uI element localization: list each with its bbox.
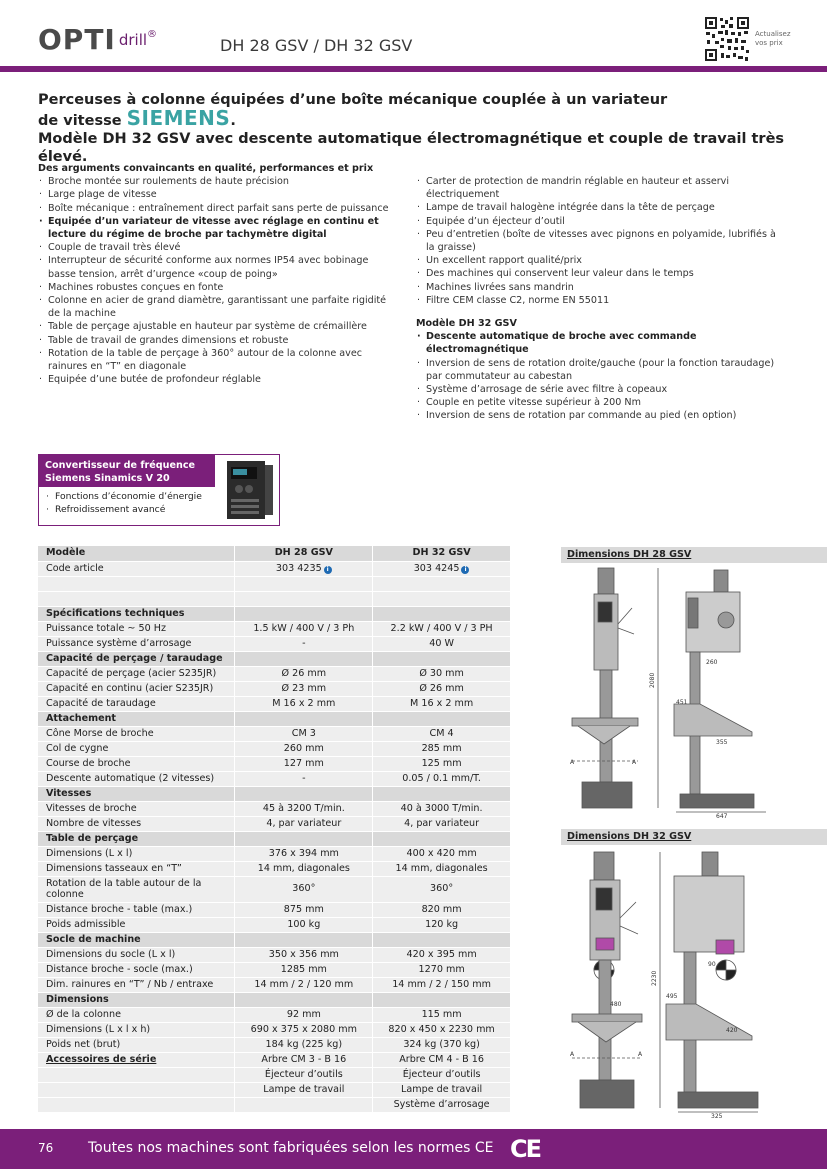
row-label: Col de cygne (38, 741, 235, 756)
row-label: Capacité de perçage (acier S235JR) (38, 666, 235, 681)
dh28-section-a-right: A (632, 759, 637, 766)
value-text: 125 mm (421, 757, 462, 769)
column-header-model: Modèle (38, 546, 235, 561)
value-dh28 (235, 561, 373, 576)
value-dh32 (373, 681, 511, 696)
headline-line2-prefix: de vitesse (38, 113, 122, 129)
feature-item: · Un excellent rapport qualité/prix (416, 254, 786, 267)
value-text: 4, par variateur (266, 817, 342, 829)
feature-item: · Equipée d’un variateur de vitesse avec réglage en continu et lecture du régime de broche par tachymètre digital (38, 215, 398, 241)
value-text: 45 à 3200 T/min. (262, 802, 345, 814)
feature-item: · Equipée d’une butée de profondeur réglable (38, 373, 398, 386)
feature-item: · Descente automatique de broche avec commande électromagnétique (416, 330, 786, 356)
table-row (38, 621, 511, 636)
opti-drill-logo (38, 24, 157, 54)
value-dh28 (235, 756, 373, 771)
table-row (38, 726, 511, 741)
qr-code-icon[interactable] (703, 15, 751, 63)
features-right (416, 175, 786, 423)
value-dh32 (373, 902, 511, 917)
table-row (38, 636, 511, 651)
dh32-dim5-label: 325 (711, 1113, 723, 1120)
value-text: 127 mm (283, 757, 324, 769)
info-icon[interactable]: i (461, 566, 469, 574)
value-text: 1270 mm (418, 963, 465, 975)
features-dh32-list (416, 330, 786, 422)
value-text: 14 mm, diagonales (395, 862, 488, 874)
dh28-throat-label: 260 (706, 659, 718, 666)
table-row (38, 977, 511, 992)
value-dh32 (373, 861, 511, 876)
value-text: Ø 30 mm (419, 667, 464, 679)
dh28-height-label: 2080 (649, 672, 656, 688)
table-row (38, 876, 511, 902)
ce-mark-icon: CE (510, 1135, 541, 1163)
value-text: 303 4245 (413, 562, 460, 574)
row-label: Rotation de la table autour de la colonne (38, 876, 235, 902)
spec-table (38, 546, 511, 1113)
table-cell (235, 606, 373, 621)
table-blank-row (38, 576, 511, 591)
value-text: 360° (292, 883, 316, 895)
value-dh32 (373, 666, 511, 681)
table-row (38, 1067, 511, 1082)
dh28-dim3-label: 355 (716, 739, 728, 746)
siemens-brand: SIEMENS (126, 106, 231, 130)
feature-item: · Inversion de sens de rotation par commande au pied (en option) (416, 409, 786, 422)
table-row (38, 756, 511, 771)
headline-line1: Perceuses à colonne équipées d’une boîte mécanique couplée à un variateur (38, 92, 668, 108)
value-dh28 (235, 1022, 373, 1037)
table-row (38, 846, 511, 861)
features-left-list (38, 175, 398, 386)
value-dh32 (373, 876, 511, 902)
page-header (0, 0, 827, 72)
logo-drill: drill (118, 31, 148, 49)
table-cell (373, 576, 511, 591)
table-cell (373, 651, 511, 666)
dh32-section-a-right: A (638, 1051, 643, 1058)
dh32-dim4-label: 420 (726, 1027, 738, 1034)
value-dh28 (235, 771, 373, 786)
section-label: Attachement (38, 711, 235, 726)
row-label: Distance broche - table (max.) (38, 902, 235, 917)
table-cell (235, 831, 373, 846)
page-footer (0, 1129, 827, 1169)
features-heading: Des arguments convaincants en qualité, performances et prix (38, 163, 374, 174)
dh32-height-label: 2230 (651, 970, 658, 986)
qr-caption: Actualisez vos prix (755, 30, 791, 47)
value-dh28 (235, 726, 373, 741)
row-label: Dim. rainures en “T” / Nb / entraxe (38, 977, 235, 992)
table-section-row (38, 711, 511, 726)
section-label: Table de perçage (38, 831, 235, 846)
row-label: Code article (38, 561, 235, 576)
table-cell (373, 606, 511, 621)
table-cell (38, 591, 235, 606)
section-label: Capacité de perçage / taraudage (38, 651, 235, 666)
converter-title-line2: Siemens Sinamics V 20 (45, 473, 170, 484)
value-text: 260 mm (283, 742, 324, 754)
table-cell (235, 992, 373, 1007)
value-dh32 (373, 1097, 511, 1112)
feature-item: · Large plage de vitesse (38, 188, 398, 201)
section-label: Dimensions (38, 992, 235, 1007)
table-blank-row (38, 591, 511, 606)
value-dh28 (235, 1007, 373, 1022)
table-section-row (38, 831, 511, 846)
table-cell (373, 831, 511, 846)
row-label (38, 1067, 235, 1082)
value-text: 115 mm (421, 1008, 462, 1020)
value-text: Ø 26 mm (281, 667, 327, 679)
dimensions-dh32-title: Dimensions DH 32 GSV (561, 829, 827, 845)
dh32-dim1-label: 90 (708, 961, 716, 968)
value-dh32 (373, 977, 511, 992)
row-label: Course de broche (38, 756, 235, 771)
value-text: Lampe de travail (401, 1083, 483, 1095)
table-section-row (38, 606, 511, 621)
row-label: Dimensions tasseaux en “T” (38, 861, 235, 876)
feature-item: · Interrupteur de sécurité conforme aux normes IP54 avec bobinage basse tension, arrêt d’urgence «coup de poing» (38, 254, 398, 280)
value-dh28 (235, 947, 373, 962)
value-dh32 (373, 962, 511, 977)
column-header-dh28: DH 28 GSV (235, 546, 373, 561)
value-dh28 (235, 621, 373, 636)
feature-item: · Table de perçage ajustable en hauteur par système de crémaillère (38, 320, 398, 333)
value-text: M 16 x 2 mm (272, 697, 336, 709)
feature-item: · Machines livrées sans mandrin (416, 281, 786, 294)
table-cell (235, 576, 373, 591)
value-text: - (302, 772, 306, 784)
feature-item: · Colonne en acier de grand diamètre, garantissant une parfaite rigidité de la machine (38, 294, 398, 320)
feature-item: · Inversion de sens de rotation droite/gauche (pour la fonction taraudage) par commutateur au cabestan (416, 357, 786, 383)
feature-item: · Machines robustes conçues en fonte (38, 281, 398, 294)
value-text: 1.5 kW / 400 V / 3 Ph (253, 622, 355, 634)
value-dh32 (373, 816, 511, 831)
table-row (38, 561, 511, 576)
feature-item: · Lampe de travail halogène intégrée dans la tête de perçage (416, 201, 786, 214)
value-dh28 (235, 681, 373, 696)
row-label (38, 1097, 235, 1112)
value-dh32 (373, 1022, 511, 1037)
value-dh32 (373, 636, 511, 651)
dh28-dim4-label: 647 (716, 813, 728, 820)
logo-registered: ® (147, 29, 158, 40)
headline (38, 91, 808, 166)
value-text: M 16 x 2 mm (410, 697, 474, 709)
value-text: 2.2 kW / 400 V / 3 PH (390, 622, 493, 634)
dh32-dimension-drawing (566, 846, 816, 1120)
dh28-dim2-label: 451 (676, 699, 688, 706)
value-dh28 (235, 666, 373, 681)
frequency-converter-image (219, 457, 277, 523)
section-label: Spécifications techniques (38, 606, 235, 621)
value-dh28 (235, 1082, 373, 1097)
value-text: 0.05 / 0.1 mm/T. (402, 772, 481, 784)
value-text: 303 4235 (275, 562, 322, 574)
value-dh28 (235, 741, 373, 756)
value-dh32 (373, 801, 511, 816)
value-dh32 (373, 947, 511, 962)
table-row (38, 696, 511, 711)
feature-item: · Carter de protection de mandrin réglable en hauteur et asservi électriquement (416, 175, 786, 201)
value-dh28 (235, 1052, 373, 1067)
table-row (38, 1082, 511, 1097)
value-text: 40 à 3000 T/min. (400, 802, 483, 814)
value-text: 14 mm / 2 / 150 mm (392, 978, 491, 990)
value-text: 14 mm / 2 / 120 mm (254, 978, 354, 990)
value-dh28 (235, 902, 373, 917)
table-cell (373, 591, 511, 606)
dh28-section-a-left: A (570, 759, 575, 766)
value-dh32 (373, 756, 511, 771)
logo-opti: OPTI (38, 23, 116, 56)
table-row (38, 801, 511, 816)
value-text: 820 mm (421, 903, 462, 915)
feature-item: · Refroidissement avancé (45, 503, 273, 516)
row-label: Puissance totale ~ 50 Hz (38, 621, 235, 636)
value-dh32 (373, 696, 511, 711)
dh32-dim2-label: 480 (610, 1001, 622, 1008)
header-bar (0, 66, 827, 72)
value-dh28 (235, 917, 373, 932)
value-dh28 (235, 846, 373, 861)
value-dh28 (235, 696, 373, 711)
table-header-row (38, 546, 511, 561)
value-text: 420 x 395 mm (406, 948, 477, 960)
value-dh32 (373, 726, 511, 741)
value-dh28 (235, 1067, 373, 1082)
column-header-dh32: DH 32 GSV (373, 546, 511, 561)
dh28-dimension-drawing (566, 564, 816, 820)
table-cell (373, 711, 511, 726)
row-label: Vitesses de broche (38, 801, 235, 816)
row-label: Puissance système d’arrosage (38, 636, 235, 651)
headline-line3: Modèle DH 32 GSV avec descente automatique électromagnétique et couple de travail très élevé. (38, 131, 785, 165)
table-section-row (38, 651, 511, 666)
table-row (38, 771, 511, 786)
feature-item: · Filtre CEM classe C2, norme EN 55011 (416, 294, 786, 307)
feature-item: · Equipée d’un éjecteur d’outil (416, 215, 786, 228)
value-text: Éjecteur d’outils (264, 1068, 343, 1080)
features-right-list (416, 175, 786, 307)
value-dh32 (373, 1082, 511, 1097)
value-text: 360° (430, 883, 454, 895)
table-cell (235, 711, 373, 726)
value-dh28 (235, 962, 373, 977)
row-label: Poids admissible (38, 917, 235, 932)
table-cell (373, 992, 511, 1007)
value-text: 820 x 450 x 2230 mm (388, 1023, 495, 1035)
feature-item: · Table de travail de grandes dimensions et robuste (38, 334, 398, 347)
row-label: Dimensions du socle (L x l) (38, 947, 235, 962)
table-row (38, 962, 511, 977)
value-text: 324 kg (370 kg) (403, 1038, 480, 1050)
table-cell (373, 786, 511, 801)
value-dh32 (373, 621, 511, 636)
dh32-dim3-label: 495 (666, 993, 678, 1000)
value-text: 4, par variateur (404, 817, 480, 829)
row-label (38, 1082, 235, 1097)
row-label: Distance broche - socle (max.) (38, 962, 235, 977)
table-row (38, 1097, 511, 1112)
value-text: CM 3 (291, 727, 316, 739)
table-section-row (38, 992, 511, 1007)
headline-line2-suffix: . (230, 113, 236, 129)
value-text: 100 kg (287, 918, 321, 930)
value-text: 120 kg (425, 918, 459, 930)
dh32-section-a-left: A (570, 1051, 575, 1058)
value-text: 14 mm, diagonales (257, 862, 350, 874)
value-text: Système d’arrosage (393, 1098, 490, 1110)
value-text: Ø 23 mm (281, 682, 327, 694)
table-section-row (38, 932, 511, 947)
value-text: 875 mm (283, 903, 324, 915)
value-text: 92 mm (286, 1008, 321, 1020)
table-row (38, 681, 511, 696)
value-text: 690 x 375 x 2080 mm (250, 1023, 357, 1035)
value-dh28 (235, 1037, 373, 1052)
value-text: 376 x 394 mm (268, 847, 339, 859)
dimensions-dh28-title: Dimensions DH 28 GSV (561, 547, 827, 563)
feature-item: · Peu d’entretien (boîte de vitesses avec pignons en polyamide, lubrifiés à la graisse) (416, 228, 786, 254)
table-row (38, 741, 511, 756)
value-text: Lampe de travail (263, 1083, 345, 1095)
value-dh32 (373, 771, 511, 786)
converter-title-line1: Convertisseur de fréquence (45, 460, 196, 471)
table-cell (235, 591, 373, 606)
row-label: Capacité en continu (acier S235JR) (38, 681, 235, 696)
table-row (38, 666, 511, 681)
headline-line2 (38, 106, 808, 130)
value-dh28 (235, 876, 373, 902)
feature-item: · Fonctions d’économie d’énergie (45, 490, 273, 503)
feature-item: · Rotation de la table de perçage à 360° autour de la colonne avec rainures en “T” en diagonale (38, 347, 398, 373)
table-cell (235, 786, 373, 801)
value-dh32 (373, 1007, 511, 1022)
table-cell (38, 576, 235, 591)
info-icon[interactable]: i (324, 566, 332, 574)
page-number: 76 (38, 1141, 54, 1155)
table-row (38, 816, 511, 831)
table-row (38, 947, 511, 962)
footer-text: Toutes nos machines sont fabriquées selon les normes CE (88, 1140, 494, 1156)
feature-item: · Broche montée sur roulements de haute précision (38, 175, 398, 188)
value-dh32 (373, 1067, 511, 1082)
value-dh28 (235, 636, 373, 651)
value-dh28 (235, 1097, 373, 1112)
value-text: Ø 26 mm (419, 682, 464, 694)
value-text: 400 x 420 mm (406, 847, 477, 859)
row-label: Ø de la colonne (38, 1007, 235, 1022)
value-text: CM 4 (429, 727, 454, 739)
feature-item: · Couple en petite vitesse supérieur à 200 Nm (416, 396, 786, 409)
table-row (38, 902, 511, 917)
section-label: Vitesses (38, 786, 235, 801)
table-cell (235, 932, 373, 947)
feature-item: · Couple de travail très élevé (38, 241, 398, 254)
converter-title (39, 455, 215, 487)
value-text: Arbre CM 4 - B 16 (399, 1053, 484, 1065)
row-label: Poids net (brut) (38, 1037, 235, 1052)
row-label: Nombre de vitesses (38, 816, 235, 831)
row-label: Dimensions (L x l) (38, 846, 235, 861)
table-row (38, 1037, 511, 1052)
value-dh32 (373, 741, 511, 756)
table-section-row (38, 786, 511, 801)
value-dh32 (373, 561, 511, 576)
value-text: - (302, 637, 306, 649)
row-label: Descente automatique (2 vitesses) (38, 771, 235, 786)
row-label: Cône Morse de broche (38, 726, 235, 741)
model-title: DH 28 GSV / DH 32 GSV (220, 36, 413, 55)
table-row (38, 917, 511, 932)
features-left (38, 162, 398, 386)
converter-box (38, 454, 280, 526)
value-dh32 (373, 846, 511, 861)
table-row (38, 861, 511, 876)
section-label: Socle de machine (38, 932, 235, 947)
value-dh32 (373, 917, 511, 932)
value-text: Arbre CM 3 - B 16 (261, 1053, 347, 1065)
value-dh32 (373, 1052, 511, 1067)
features-heading-dh32: Modèle DH 32 GSV (416, 318, 517, 330)
table-cell (235, 651, 373, 666)
value-dh32 (373, 1037, 511, 1052)
value-text: 1285 mm (280, 963, 327, 975)
row-label: Accessoires de série (38, 1052, 235, 1067)
value-text: 40 W (429, 637, 454, 649)
value-dh28 (235, 816, 373, 831)
row-label: Dimensions (L x l x h) (38, 1022, 235, 1037)
table-row (38, 1022, 511, 1037)
table-cell (373, 932, 511, 947)
feature-item: · Des machines qui conservent leur valeur dans le temps (416, 267, 786, 280)
value-text: 285 mm (421, 742, 462, 754)
feature-item: · Boîte mécanique : entraînement direct parfait sans perte de puissance (38, 202, 398, 215)
value-text: Éjecteur d’outils (402, 1068, 481, 1080)
table-row (38, 1052, 511, 1067)
value-dh28 (235, 861, 373, 876)
table-row (38, 1007, 511, 1022)
value-text: 350 x 356 mm (268, 948, 339, 960)
value-text: 184 kg (225 kg) (265, 1038, 343, 1050)
row-label: Capacité de taraudage (38, 696, 235, 711)
feature-item: · Système d’arrosage de série avec filtre à copeaux (416, 383, 786, 396)
value-dh28 (235, 977, 373, 992)
value-dh28 (235, 801, 373, 816)
